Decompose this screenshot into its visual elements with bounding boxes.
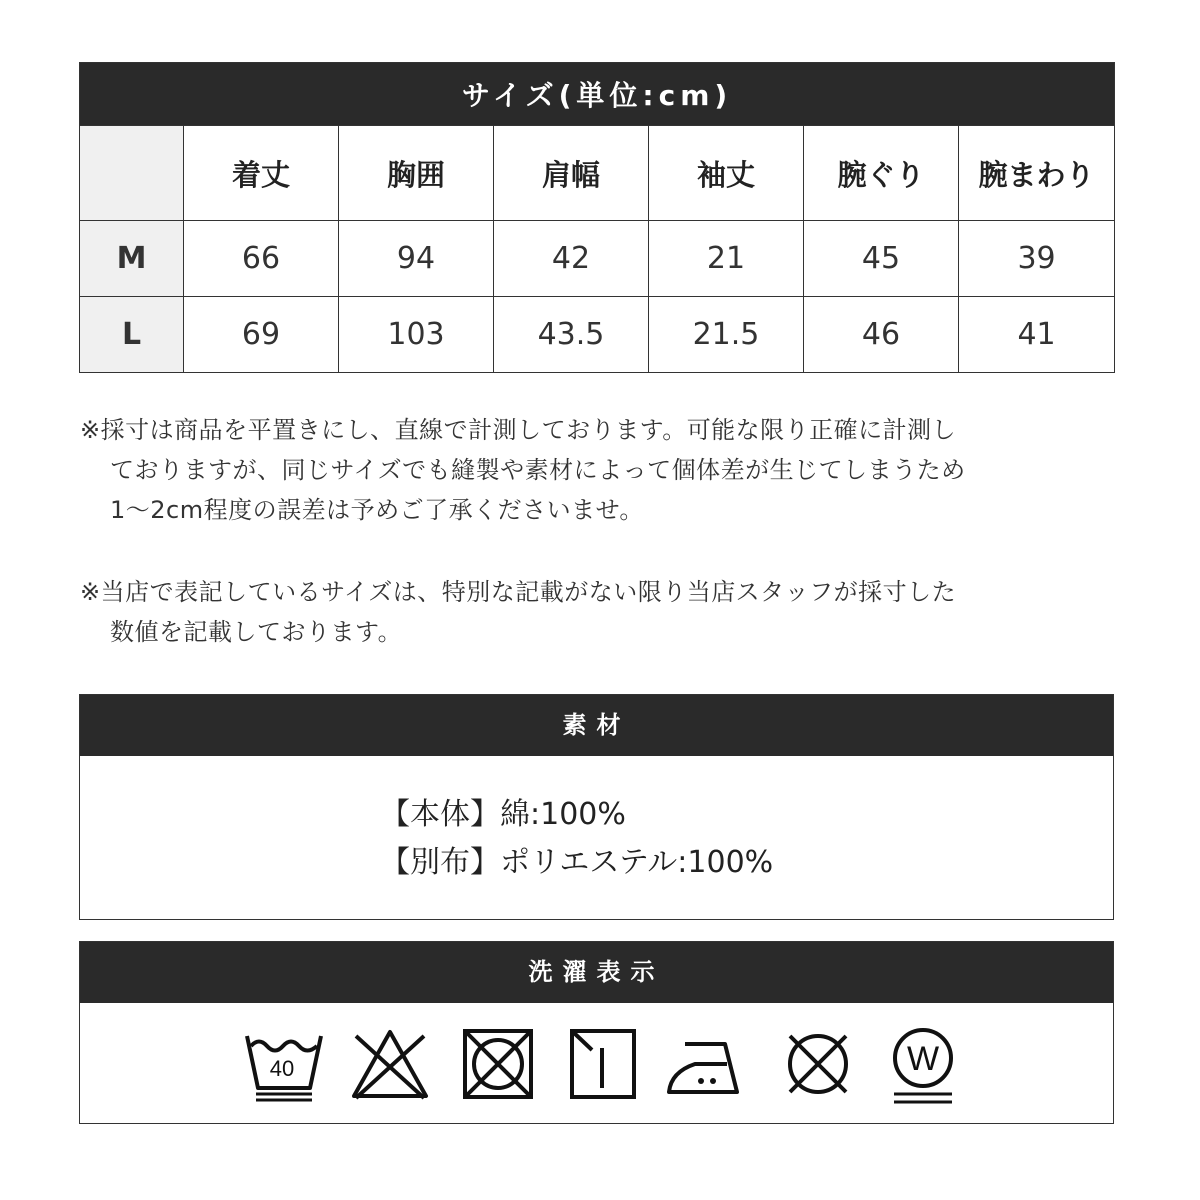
material-line: 【本体】綿:100% <box>380 797 626 832</box>
table-row <box>80 297 1115 373</box>
table-cell: 66 <box>184 221 339 297</box>
table-cell: 69 <box>184 297 339 373</box>
size-table <box>79 62 1115 373</box>
care-title: 洗濯表示 <box>80 942 1113 1003</box>
note-line: ※当店で表記しているサイズは、特別な記載がない限り当店スタッフが採寸した <box>80 578 957 606</box>
material-body <box>380 791 773 887</box>
row-label: M <box>80 221 184 297</box>
table-cell: 21 <box>649 221 804 297</box>
note-line: ておりますが、同じサイズでも縫製や素材によって個体差が生じてしまうため <box>110 456 966 484</box>
size-note <box>80 572 956 652</box>
iron-low-icon <box>665 1026 747 1102</box>
table-cell: 43.5 <box>494 297 649 373</box>
column-header: 肩幅 <box>494 126 649 221</box>
note-line: 1〜2cm程度の誤差は予めご了承くださいませ。 <box>110 496 644 524</box>
table-cell: 94 <box>339 221 494 297</box>
column-header: 胸囲 <box>339 126 494 221</box>
no-bleach-icon <box>348 1026 432 1102</box>
care-icons-row <box>80 1026 1113 1106</box>
row-label: L <box>80 297 184 373</box>
table-row <box>80 221 1115 297</box>
line-dry-shade-icon <box>568 1026 638 1102</box>
table-cell: 103 <box>339 297 494 373</box>
table-cell: 39 <box>959 221 1115 297</box>
wet-clean-gentle-icon <box>888 1026 958 1106</box>
material-section <box>79 694 1114 920</box>
material-line: 【別布】ポリエステル:100% <box>380 845 774 880</box>
column-header: 腕まわり <box>959 126 1115 221</box>
no-tumble-dry-icon <box>458 1026 538 1102</box>
column-header: 袖丈 <box>649 126 804 221</box>
size-table-header-row <box>80 126 1115 221</box>
header-corner-cell <box>80 126 184 221</box>
table-cell: 46 <box>804 297 959 373</box>
note-line: 数値を記載しております。 <box>110 618 403 646</box>
material-title: 素材 <box>80 695 1113 756</box>
size-table-title-row <box>80 63 1115 126</box>
care-section <box>79 941 1114 1124</box>
table-cell: 42 <box>494 221 649 297</box>
column-header: 着丈 <box>184 126 339 221</box>
note-line: ※採寸は商品を平置きにし、直線で計測しております。可能な限り正確に計測し <box>80 416 957 444</box>
table-cell: 45 <box>804 221 959 297</box>
table-cell: 41 <box>959 297 1115 373</box>
column-header: 腕ぐり <box>804 126 959 221</box>
size-table-title: サイズ(単位:cm) <box>80 63 1115 126</box>
no-dry-clean-icon <box>778 1026 858 1102</box>
measurement-note <box>80 410 966 530</box>
svg-text:40: 40 <box>269 1056 295 1081</box>
table-cell: 21.5 <box>649 297 804 373</box>
svg-text:W: W <box>906 1040 940 1078</box>
wash-40-icon <box>242 1026 326 1102</box>
